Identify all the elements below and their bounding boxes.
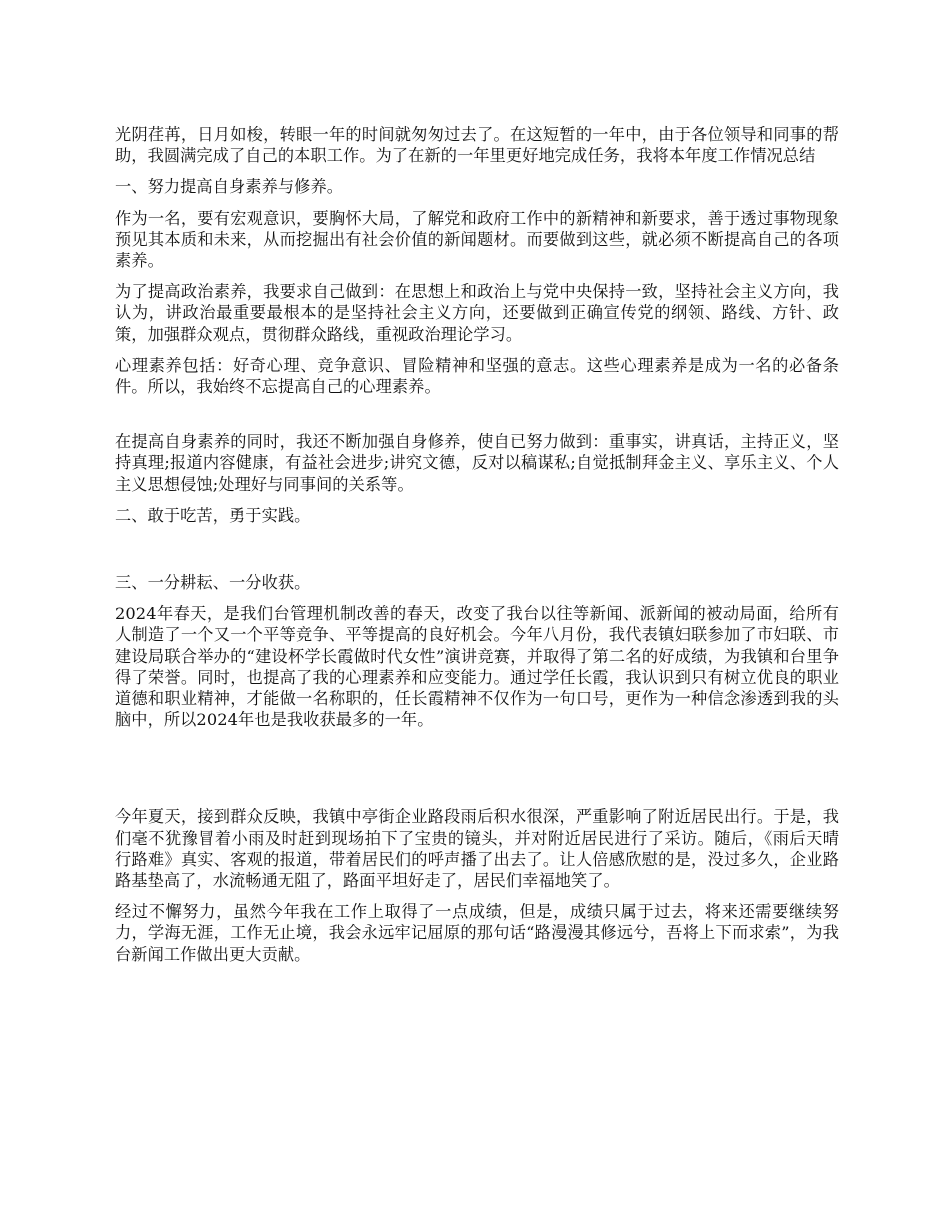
document-body [115,124,839,975]
body-paragraph: 作为一名，要有宏观意识，要胸怀大局，了解党和政府工作中的新精神和新要求，善于透过事物现象预见其本质和未来，从而挖掘出有社会价值的新闻题材。而要做到这些，就必须不断提高自己的各项素养。 [115,208,839,271]
body-paragraph: 今年夏天，接到群众反映，我镇中亭街企业路段雨后积水很深，严重影响了附近居民出行。于是，我们毫不犹豫冒着小雨及时赶到现场拍下了宝贵的镜头，并对附近居民进行了采访。随后，《雨后天晴行路难》真实、客观的报道，带着居民们的呼声播了出去了。让人倍感欣慰的是，没过多久，企业路路基垫高了，水流畅通无阻了，路面平坦好走了，居民们幸福地笑了。 [115,807,839,891]
blank-spacer [115,536,839,572]
body-paragraph: 为了提高政治素养，我要求自己做到：在思想上和政治上与党中央保持一致，坚持社会主义方向，我认为，讲政治最重要最根本的是坚持社会主义方向，还要做到正确宣传党的纲领、路线、方针、政策，加强群众观点，贯彻群众路线，重视政治理论学习。 [115,282,839,344]
blank-spacer [115,740,839,806]
blank-spacer [115,407,839,431]
section-heading-3: 三、一分耕耘、一分收获。 [115,573,311,593]
body-paragraph: 2024年春天，是我们台管理机制改善的春天，改变了我台以往等新闻、派新闻的被动局面，给所有人制造了一个又一个平等竞争、平等提高的良好机会。今年八月份，我代表镇妇联参加了市妇联、市建设局联合举办的“建设杯学长霞做时代女性”演讲竞赛，并取得了第二名的好成绩，为我镇和台里争得了荣誉。同时，也提高了我的心理素养和应变能力。通过学任长霞，我认识到只有树立优良的职业道德和职业精神，才能做一名称职的，任长霞精神不仅作为一句口号，更作为一种信念渗透到我的头脑中，所以2024年也是我收获最多的一年。 [115,604,839,730]
section-heading-1: 一、努力提高自身素养与修养。 [115,177,344,197]
section-heading-2: 二、敢于吃苦，勇于实践。 [115,505,311,525]
body-paragraph: 心理素养包括：好奇心理、竞争意识、冒险精神和坚强的意志。这些心理素养是成为一名的必备条件。所以，我始终不忘提高自己的心理素养。 [115,355,839,397]
body-paragraph: 在提高自身素养的同时，我还不断加强自身修养，使自已努力做到：重事实，讲真话，主持正义，坚持真理;报道内容健康，有益社会进步;讲究文德，反对以稿谋私;自觉抵制拜金主义、享乐主义、个人主义思想侵蚀;处理好与同事间的关系等。 [115,432,839,494]
intro-paragraph: 光阴荏苒，日月如梭，转眼一年的时间就匆匆过去了。在这短暂的一年中，由于各位领导和同事的帮助，我圆满完成了自己的本职工作。为了在新的一年里更好地完成任务，我将本年度工作情况总结 [115,125,839,166]
closing-paragraph: 经过不懈努力，虽然今年我在工作上取得了一点成绩，但是，成绩只属于过去，将来还需要继续努力，学海无涯，工作无止境，我会永远牢记屈原的那句话“路漫漫其修远兮，吾将上下而求索”，为我台新闻工作做出更大贡献。 [115,902,839,964]
